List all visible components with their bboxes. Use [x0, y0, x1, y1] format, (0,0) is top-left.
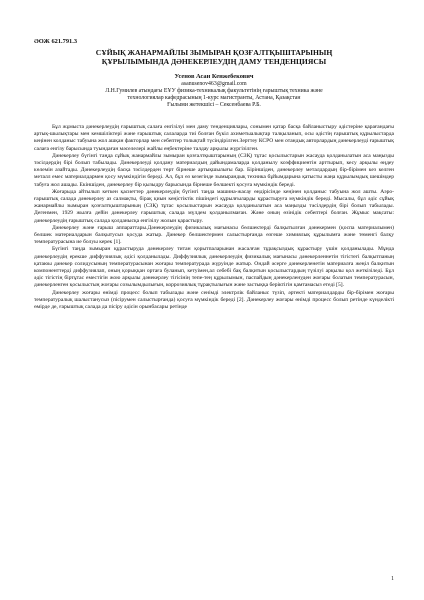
- affiliation: [34, 88, 394, 102]
- paragraph: Дәнекерлеу және ғарыш аппараттары.Дәнекерлеудің физикалық мағынасы бөлшектерді балқытылған дәнекермен (қоспа материалымен) бөлшек материалдарын балқытуcыз қосуда жатыр. Дәнекер бөлшектермен салыстырғанда өзгеше химиялық құрылымға және төменгі балқу температурасына ие болуы керек [1].: [34, 224, 394, 246]
- paragraph: Бұл жұмыста дәнекерлеудің ғарыштық салаға енгізілуі мен даму тенденциялары, сонымен қатар басқа байланыстыру әдістеріне қарағандағы артық-шылықтары мен кемшіліктері және ғарыштық салаларда тиі болған бүкіл ахиметыалықтар талқыланып, осы әдістің ғарыштық құрылыстарда кеңінен колданыс табуына жол ашқан факторлар мен себептер толықтай түсіндірілген.Зерттеу КСРО мен отандық авторлардың дәнекерлеуді ғарыштық салаға енгізу барысында туындаған мәселелері жайлы еңбектеріне талдау арқылы жүргізілген.: [34, 124, 394, 152]
- affiliation-line-1: Л.Н.Гумилев атындағы ЕҰУ физика-техникалық факультетінің ғарыштық техника және: [105, 88, 323, 94]
- udc-code: ӘОЖ 621.791.3: [34, 38, 78, 45]
- paper-title: [34, 48, 394, 66]
- scientific-advisor: Ғылыми жетекшісі – Сексенбаева Р.Б.: [167, 102, 261, 108]
- body-text: [34, 124, 394, 311]
- paragraph: Дәнекерлеу жоғары өнімді процесс болып табылады және сенімді электрлік байланыс түзіп, әртекті материалдарды бір-бірімен жоғары температуралық шалыстанусыз (пісірумен салыстырғанда) қосуға мүмкіндік береді [2]. Дәнекерлеу жоғары өнімді процесс болып ретінде күнделікті өмірде де, ғарыштық салада да пісіру әдісін орынбасары ретінде: [34, 289, 394, 311]
- paragraph: Дәнекерлеу бүгінгі таңда сұйық жанармайлы зымыран қозғалтқыштарының (СЗҚ) тұтас қосылыстарын жасауда қолданылатын аса маңызды тәсілдердің бірі болып табылады. Дәнекерлеуді қолдану материалдың дайындамаларда қолданылу коэффициентін арттырып, кесу арқылы өңдеу көлемін азайтады. Дәнекерлеудің басқа тәсілдерден төрт бірнеше артықшылығы бар. Біріншіден, дәнекерлеу металдардың бір-бірімен кез келген металл емес материалдармен қосу мүмкіндігін береді. Ал, бұл өз кезегінде зымырандық техника бұйымдарына қатысты жаңа құрылымдық шешімдер табуға жол ашады. Екіншіден, дәнекерлеу бір қызыдру барысында бірнеше бөлшекті қосуға мүмкіндік береді.: [34, 152, 394, 188]
- paragraph: Жоғарыда айтылып кеткен қасиеттер дәнекерлеудің бүгінгі таңда машина-жасау өндірісінде кеңінен қолданыс табуына жол ашты. Аэро-ғарыштық салада дәнекерлеу аз салмақты, бірақ қиын кеңістіктік пішіндегі құрылғыларды құрастыруға мүмкіндік береді. Мысалы, бұл әдіс сұйық жанармайлы зымыран қозғалтқыштарының (СЗҚ) тұтас қосылыстарын жасауда қолданылатын аса маңызды тәсілдердің бірі болып табылады. Дегенмен, 1929 жылға дейін дәнекерлеу ғарыштық салада мүлдем қолданылмаған. Және оның өзінідік себептері болған. Жұмыс мақсаты: дәнекерлеудің ғарыштық салада қолданысқа енгізілу жолын қарастыру.: [34, 188, 394, 224]
- author-email: asanusenov463@gmail.com: [181, 81, 247, 87]
- page-number: 1: [391, 576, 394, 582]
- author-name: Усенов Асан Кенжебекович: [174, 73, 254, 80]
- title-line-2: ҚҰРЫЛЫМЫНДА ДӘНЕКЕРЛЕУДІҢ ДАМУ ТЕНДЕНЦИЯСЫ: [101, 57, 327, 66]
- paragraph: Бүгінгі таңда зымыран құрастыруда дәнекерлеу титан қорытпаларынан жасалған тұрақсыздық құрастыру үшін қолданылады. Мұнда дәнекерлеудің ерекше диффузиялық әдісі қолданылады. Диффузиялық дәнекерлеудің физикалық мағынасы дәнекерленнетін тігістегі балқытпаның қатаюы дәнекер солидусының температурасынан жоғары температурада жүруінде жатыр. Ондай әсерге дәнекерленетін материалға жеңіл балқитын компоненттерді диффузиялап, оның қорыққан ортаға буланып, кетуімен,ал себебі бақ балқитын қосылыстардың түзілуі арқылы қол жеткізіледі. Бұл әдіс тігістің біртұтас еместігін жою арқылы дәнекерлеу тігісінің тепе-тең құрылымын, паспайдың дәнекерленуден жоғары болатын температурасын, дәнекерленген қосылыстың жоғары созылымдылығын, коррозиялық тұрақтылығын және застыққа беріктігін қамтамасыз етеді [5].: [34, 246, 394, 289]
- title-line-1: СҰЙЫҚ ЖАНАРМАЙЛЫ ЗЫМЫРАН ҚОЗҒАЛТҚЫШТАРЫНЫҢ: [95, 48, 333, 57]
- affiliation-line-2: технологиялар кафедрасының 1-курс магистранты, Астана, Қазақстан: [127, 95, 301, 101]
